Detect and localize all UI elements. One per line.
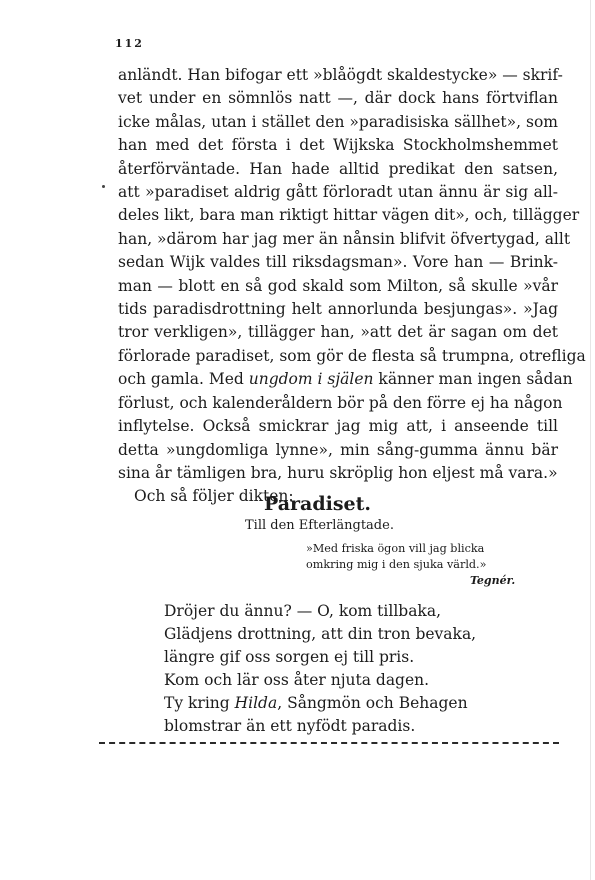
prose-line: tror verkligen», tillägger han, »att det är sagan om det — [118, 323, 558, 342]
verse-line: blomstrar än ett nyfödt paradis. — [164, 717, 416, 735]
prose-line: anländt. Han bifogar ett »blåögdt skaldestycke» — skrif- — [118, 66, 563, 84]
prose-line: och gamla. Med ungdom i själen känner man ingen sådan — [118, 370, 573, 389]
section-divider — [99, 742, 559, 744]
poem-verse — [164, 600, 476, 738]
emphasis-text: ungdom i själen — [248, 370, 374, 389]
prose-line-intro: Och så följer dikten: — [134, 487, 294, 506]
prose-line: han med det första i det Wijkska Stockholmshemmet — [118, 136, 558, 155]
verse-line: Glädjens drottning, att din tron bevaka, — [164, 625, 477, 643]
poem-title: Paradiset. — [263, 493, 372, 515]
prose-line: icke målas, utan i stället den »paradisiska sällhet», som — [118, 112, 558, 131]
epigraph-line: »Med friska ögon vill jag blicka — [306, 542, 485, 555]
verse-line: Dröjer du ännu? — O, kom tillbaka, — [164, 602, 441, 620]
prose-line: återförväntade. Han hade alltid predikat den satsen, — [118, 159, 558, 178]
verse-line: längre gif oss sorgen ej till pris. — [164, 648, 415, 666]
prose-line: man — blott en så god skald som Milton, så skulle »vår — [118, 276, 558, 295]
page-number: 112 — [115, 37, 144, 50]
prose-line: deles likt, bara man riktigt hittar vägen dit», och, tillägger — [118, 206, 580, 225]
epigraph — [306, 541, 506, 573]
verse-line: Kom och lär oss åter njuta dagen. — [164, 671, 430, 689]
prose-line: tids paradisdrottning helt annorlunda besjungas». »Jag — [118, 300, 558, 319]
prose-body — [118, 64, 586, 509]
verse-line: Ty kring Hilda, Sångmön och Behagen — [164, 694, 468, 712]
prose-line: sina år tämligen bra, huru skröplig hon eljest må vara.» — [118, 463, 558, 482]
prose-line: förlust, och kalenderåldern bör på den förre ej ha någon — [118, 393, 563, 412]
prose-line: detta »ungdomliga lynne», min sång-gumma ännu bär — [118, 440, 558, 459]
prose-line: han, »därom har jag mer än nånsin blifvit öfvertygad, allt — [118, 229, 571, 248]
prose-line: sedan Wijk valdes till riksdagsman». Vore han — Brink- — [118, 253, 558, 272]
prose-line: inflytelse. Också smickrar jag mig att, i anseende till — [118, 417, 558, 436]
poem-dedication: Till den Efterlängtade. — [245, 518, 394, 533]
prose-line: att »paradiset aldrig gått förloradt utan ännu är sig all- — [118, 183, 558, 202]
emphasis-text: Hilda — [234, 694, 278, 712]
page-edge-shadow — [590, 0, 591, 880]
prose-line: förlorade paradiset, som gör de flesta så trumpna, otrefliga — [118, 346, 586, 365]
epigraph-author: Tegnér. — [470, 574, 516, 587]
epigraph-line: omkring mig i den sjuka värld.» — [306, 558, 487, 571]
prose-line: vet under en sömnlös natt —, där dock hans förtviflan — [118, 89, 558, 108]
margin-mark — [102, 185, 105, 188]
